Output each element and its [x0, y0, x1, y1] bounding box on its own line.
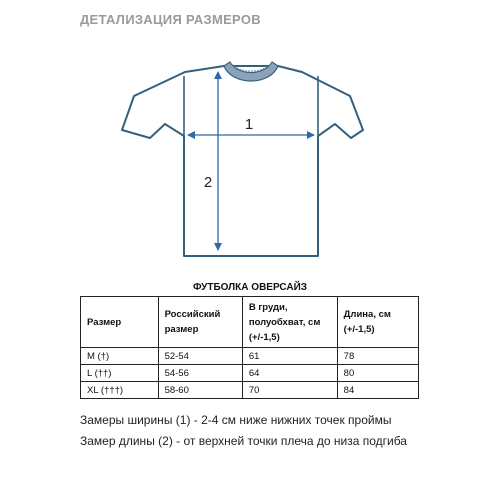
cell-chest: 70	[242, 382, 337, 399]
measurement-notes	[80, 410, 407, 452]
note-width: Замеры ширины (1) - 2-4 см ниже нижних точек проймы	[80, 413, 392, 427]
cell-length: 78	[337, 348, 418, 365]
table-row	[81, 382, 419, 399]
table-row	[81, 365, 419, 382]
cell-length: 84	[337, 382, 418, 399]
cell-size: M (†)	[81, 348, 159, 365]
cell-chest: 61	[242, 348, 337, 365]
table-header-row	[81, 297, 419, 348]
cell-russian-size: 54-56	[158, 365, 242, 382]
cell-chest: 64	[242, 365, 337, 382]
header-size: Размер	[81, 297, 159, 348]
page-title: ДЕТАЛИЗАЦИЯ РАЗМЕРОВ	[80, 12, 261, 27]
header-chest: В груди, полуобхват, см (+/-1,5)	[242, 297, 337, 348]
header-length: Длина, см (+/-1,5)	[337, 297, 418, 348]
cell-russian-size: 58-60	[158, 382, 242, 399]
tshirt-outline	[122, 66, 363, 256]
table-row	[81, 348, 419, 365]
cell-length: 80	[337, 365, 418, 382]
cell-russian-size: 52-54	[158, 348, 242, 365]
size-table	[80, 296, 419, 399]
note-length: Замер длины (2) - от верхней точки плеча до низа подгиба	[80, 434, 407, 448]
length-marker-label: 2	[203, 174, 213, 191]
cell-size: XL (†††)	[81, 382, 159, 399]
header-russian-size: Российский размер	[158, 297, 242, 348]
cell-size: L (††)	[81, 365, 159, 382]
width-marker-label: 1	[244, 116, 254, 133]
table-title: ФУТБОЛКА ОВЕРСАЙЗ	[192, 282, 308, 293]
